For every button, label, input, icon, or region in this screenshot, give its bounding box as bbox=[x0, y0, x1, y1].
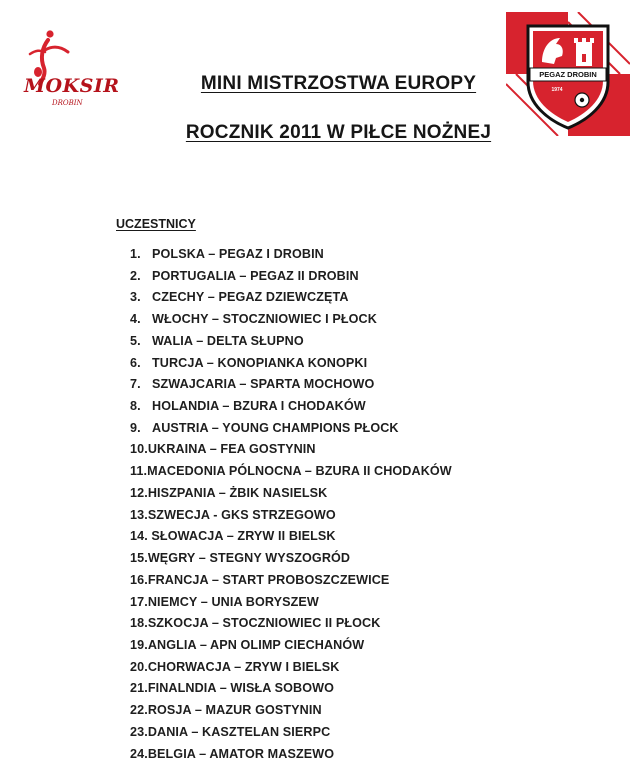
list-item: 1. POLSKA – PEGAZ I DROBIN bbox=[130, 247, 324, 261]
list-item: 14. SŁOWACJA – ZRYW II BIELSK bbox=[130, 529, 336, 544]
list-item: 7. SZWAJCARIA – SPARTA MOCHOWO bbox=[130, 377, 375, 392]
moksir-logo-subtitle: DROBIN bbox=[52, 99, 83, 107]
list-item: 15.WĘGRY – STEGNY WYSZOGRÓD bbox=[130, 551, 351, 566]
list-item: 19.ANGLIA – APN OLIMP CIECHANÓW bbox=[130, 637, 365, 652]
list-item: 13.SZWECJA - GKS STRZEGOWO bbox=[130, 507, 336, 522]
list-item: 5. WALIA – DELTA SŁUPNO bbox=[130, 333, 304, 348]
participants-heading: UCZESTNICY bbox=[116, 217, 196, 231]
crest-club-name: PEGAZ DROBIN bbox=[539, 70, 597, 79]
participants-list bbox=[130, 244, 452, 765]
list-item: 16.FRANCJA – START PROBOSZCZEWICE bbox=[130, 572, 390, 587]
list-item: 18.SZKOCJA – STOCZNIOWIEC II PŁOCK bbox=[130, 616, 381, 631]
list-item: 2. PORTUGALIA – PEGAZ II DROBIN bbox=[130, 268, 359, 283]
list-item: 17.NIEMCY – UNIA BORYSZEW bbox=[130, 594, 319, 609]
list-item: 11.MACEDONIA PÓLNOCNA – BZURA II CHODAKÓW bbox=[130, 464, 452, 479]
list-item: 20.CHORWACJA – ZRYW I BIELSK bbox=[130, 659, 340, 674]
page-title: MINI MISTRZOSTWA EUROPY bbox=[200, 73, 477, 94]
list-item: 6. TURCJA – KONOPIANKA KONOPKI bbox=[130, 355, 368, 370]
list-item: 24.BELGIA – AMATOR MASZEWO bbox=[130, 746, 335, 761]
list-item: 3. CZECHY – PEGAZ DZIEWCZĘTA bbox=[130, 290, 349, 305]
page-subtitle: ROCZNIK 2011 W PIŁCE NOŻNEJ bbox=[185, 122, 492, 143]
list-item: 12.HISZPANIA – ŻBIK NASIELSK bbox=[130, 485, 328, 500]
list-item: 10.UKRAINA – FEA GOSTYNIN bbox=[130, 442, 316, 457]
list-item: 22.ROSJA – MAZUR GOSTYNIN bbox=[130, 703, 322, 718]
list-item: 9. AUSTRIA – YOUNG CHAMPIONS PŁOCK bbox=[130, 420, 399, 435]
list-item: 23.DANIA – KASZTELAN SIERPC bbox=[130, 724, 331, 739]
list-item: 21.FINALNDIA – WISŁA SOBOWO bbox=[130, 681, 334, 696]
moksir-logo-text: MOKSIR bbox=[24, 75, 120, 97]
crest-year: 1974 bbox=[551, 87, 563, 93]
list-item: 8. HOLANDIA – BZURA I CHODAKÓW bbox=[130, 399, 366, 414]
list-item: 4. WŁOCHY – STOCZNIOWIEC I PŁOCK bbox=[130, 312, 377, 327]
